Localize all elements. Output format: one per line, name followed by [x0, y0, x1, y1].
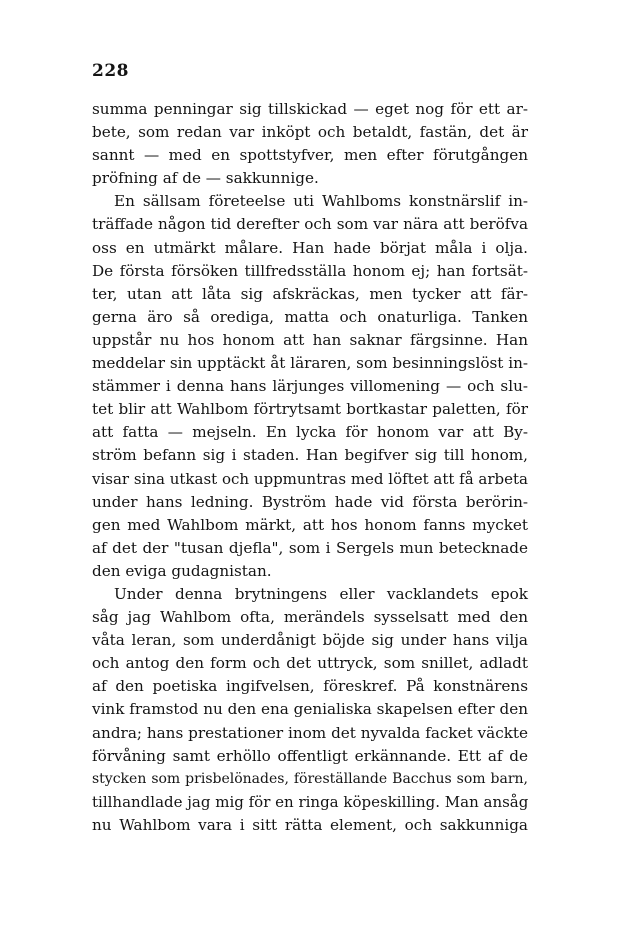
text-line: oss en utmärkt målare. Han hade börjat måla i olja. — [92, 238, 528, 257]
text-line: En sällsam företeelse uti Wahlboms konstnärslif in- — [114, 192, 528, 211]
text-line: af den poetiska ingifvelsen, föreskref. På konstnärens — [92, 677, 528, 696]
text-line: stycken som prisbelönades, föreställande Bacchus som barn, — [92, 770, 528, 787]
text-line: summa penningar sig tillskickad — eget nog för ett ar- — [92, 100, 528, 118]
text-line: sannt — med en spottstyfver, men efter förutgången — [92, 146, 528, 165]
text-line: den eviga gudagnistan. — [92, 561, 272, 580]
text-line: stämmer i denna hans lärjunges villomening — och slu- — [92, 377, 528, 396]
text-line: tet blir att Wahlbom förtrytsamt bortkastar paletten, för — [92, 400, 528, 419]
text-line: gen med Wahlbom märkt, att hos honom fanns mycket — [92, 515, 528, 534]
text-line: såg jag Wahlbom ofta, merändels sysselsatt med den — [92, 608, 528, 627]
text-line: och antog den form och det uttryck, som snillet, adladt — [92, 654, 528, 673]
text-line: förvåning samt erhöllo offentligt erkännande. Ett af de — [92, 746, 528, 765]
text-line: uppstår nu hos honom att han saknar färgsinne. Han — [92, 330, 528, 349]
text-line: våta leran, som underdånigt böjde sig under hans vilja — [92, 631, 528, 650]
text-line: andra; hans prestationer inom det nyvalda facket väckte — [92, 723, 528, 742]
text-line: träffade någon tid derefter och som var nära att beröfva — [92, 215, 528, 234]
text-line: Under denna brytningens eller vacklandets epok — [114, 584, 528, 603]
text-line: visar sina utkast och uppmuntras med löftet att få arbeta — [92, 469, 528, 488]
text-line: att fatta — mejseln. En lycka för honom var att By- — [92, 423, 528, 442]
text-line: nu Wahlbom vara i sitt rätta element, och sakkunniga — [92, 815, 528, 834]
body-text — [92, 98, 528, 837]
text-line: af det der "tusan djefla", som i Sergels mun betecknade — [92, 538, 528, 557]
text-line: ström befann sig i staden. Han begifver sig till honom, — [92, 446, 528, 465]
text-line: tillhandlade jag mig för en ringa köpeskilling. Man ansåg — [92, 792, 529, 811]
text-line: gerna äro så orediga, matta och onaturliga. Tanken — [92, 307, 528, 326]
text-line: vink framstod nu den ena genialiska skapelsen efter den — [92, 700, 528, 719]
page-number: 228 — [92, 61, 129, 81]
text-line: meddelar sin upptäckt åt läraren, som besinningslöst in- — [92, 354, 528, 373]
text-line: under hans ledning. Byström hade vid första berörin- — [92, 492, 528, 511]
text-line: ter, utan att låta sig afskräckas, men tycker att fär- — [92, 284, 528, 303]
text-line: pröfning af de — sakkunnige. — [92, 169, 319, 188]
text-line: bete, som redan var inköpt och betaldt, fastän, det är — [92, 123, 528, 142]
text-line: De första försöken tillfredsställa honom ej; han fortsät- — [92, 261, 528, 280]
